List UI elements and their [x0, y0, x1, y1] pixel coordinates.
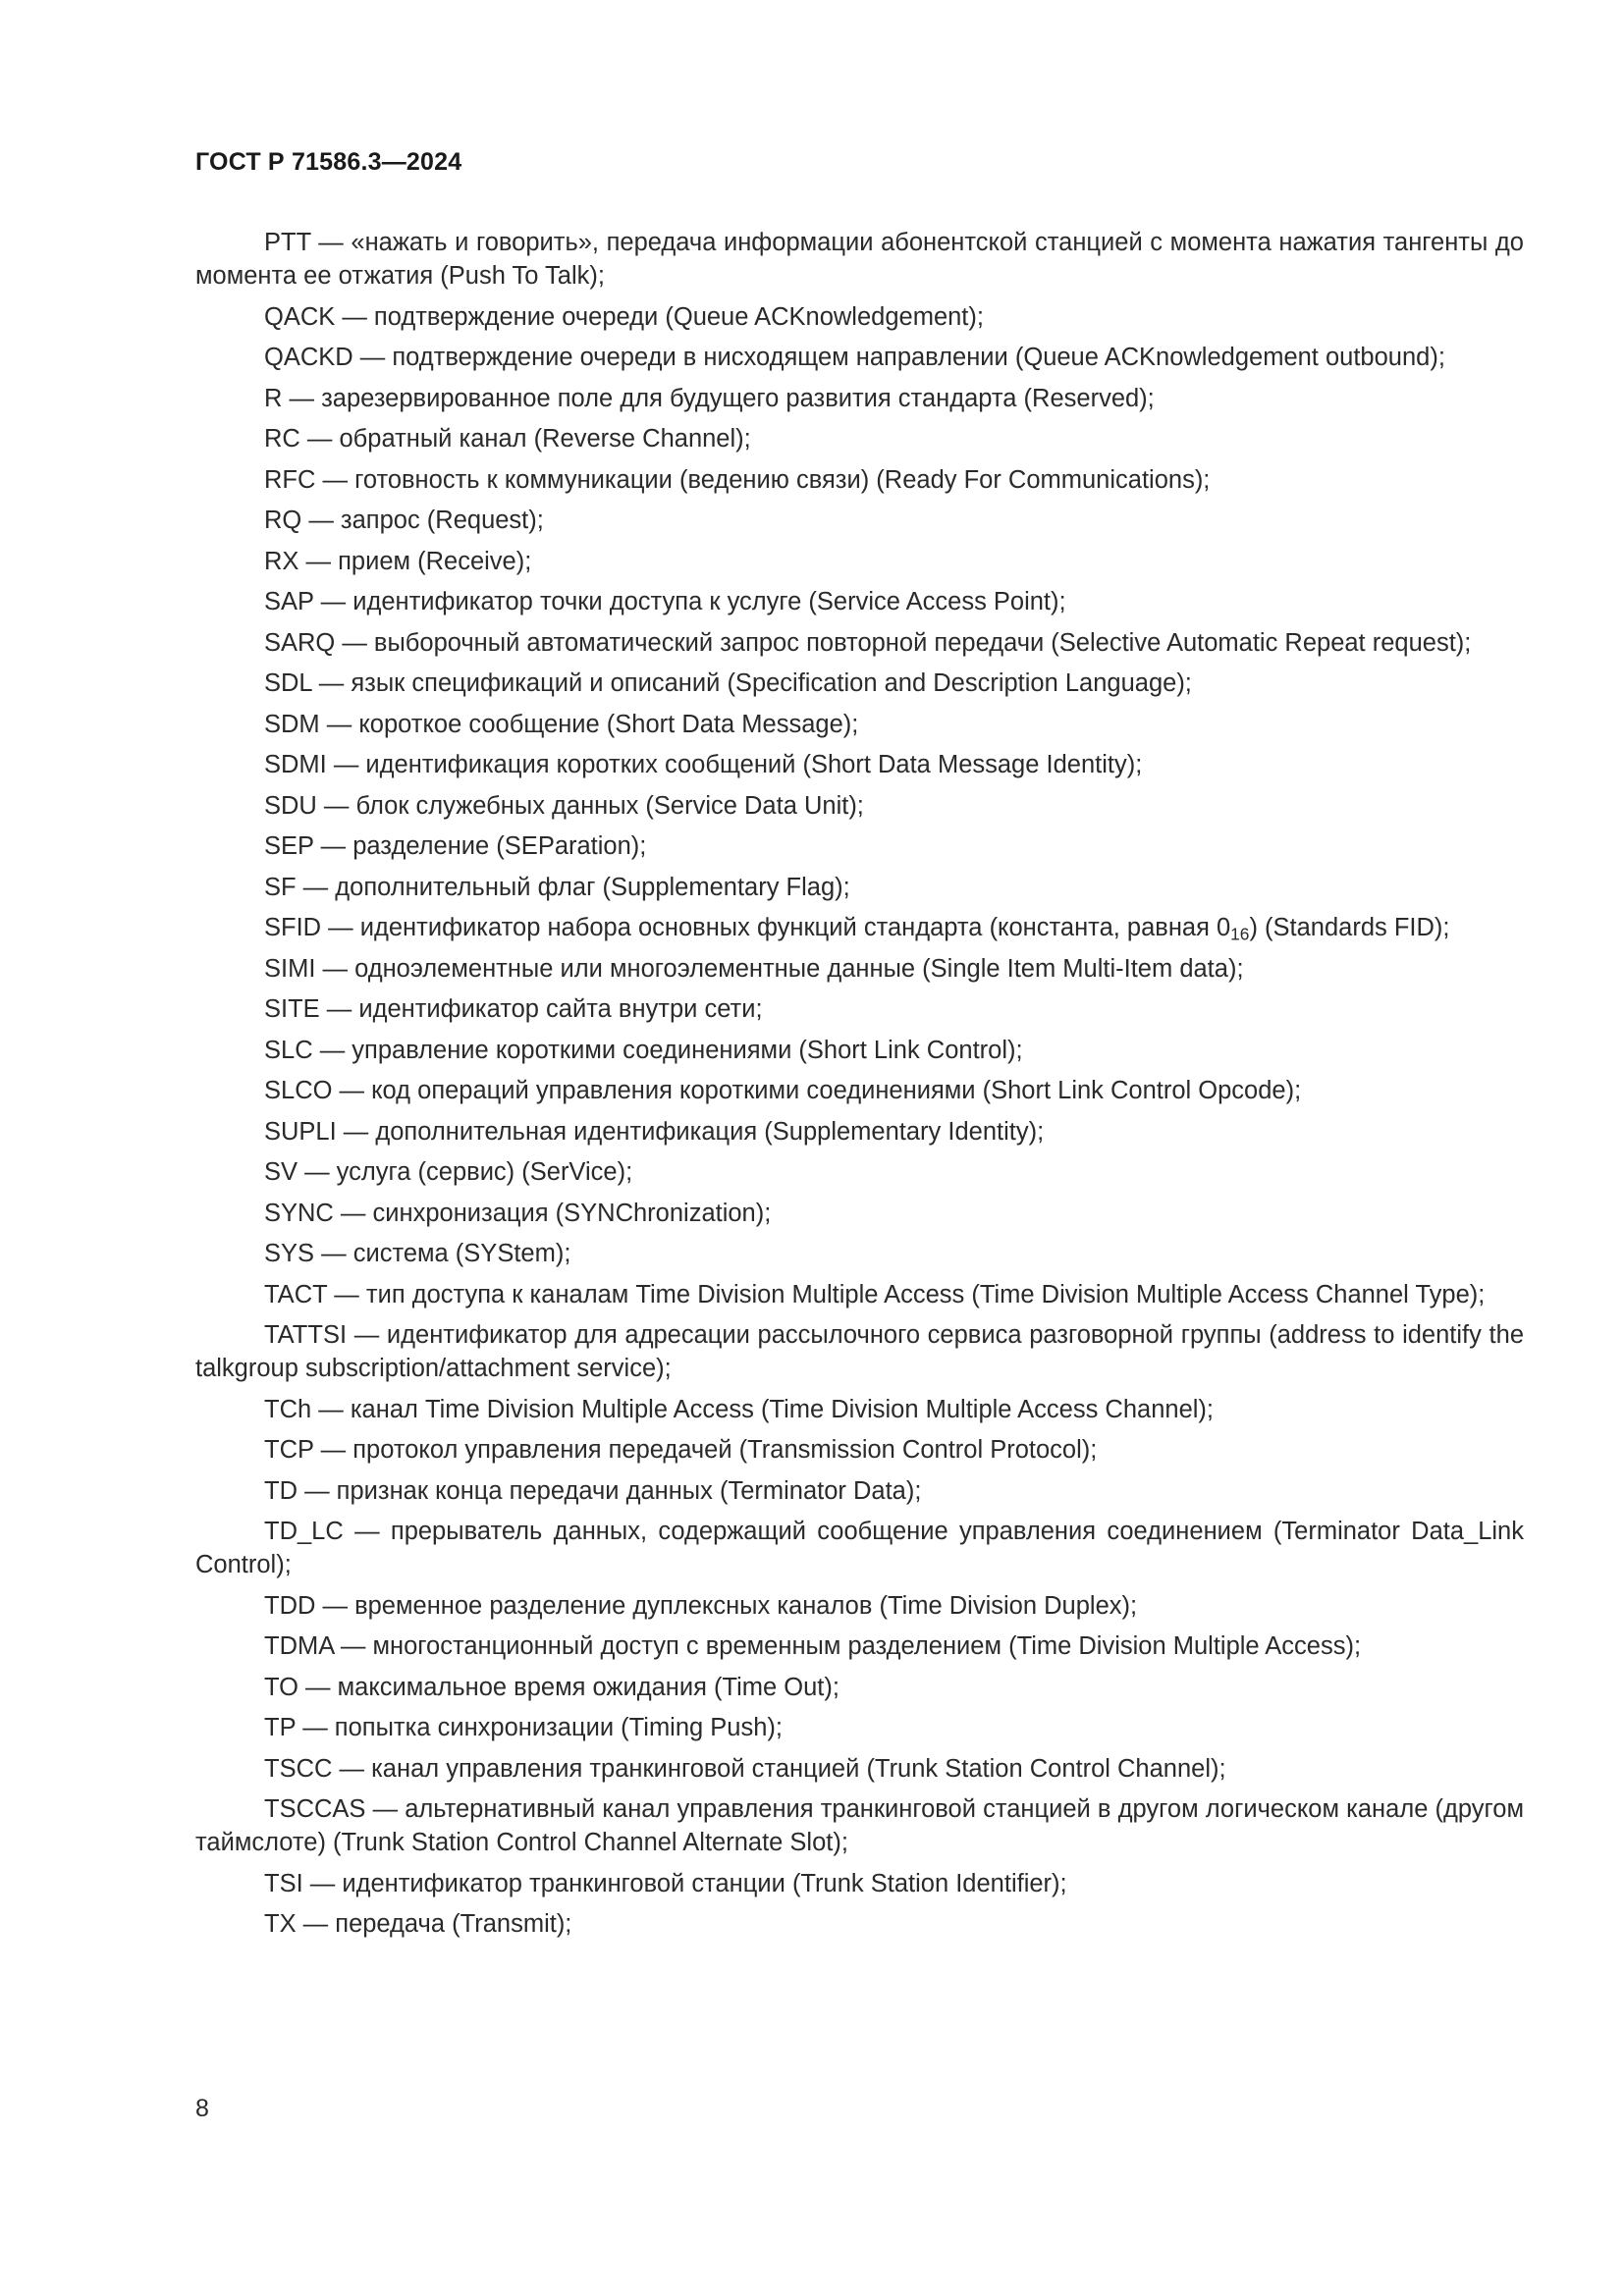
abbreviation-entry: TACT — тип доступа к каналам Time Division Multiple Access (Time Division Multiple Access Channel Type); — [264, 1280, 1486, 1308]
abbreviation-entry: SLC — управление короткими соединениями (Short Link Control); — [264, 1036, 1023, 1064]
abbreviation-entry: SYNC — синхронизация (SYNChronization); — [264, 1199, 772, 1227]
abbreviation-entry: TP — попытка синхронизации (Timing Push); — [264, 1714, 783, 1741]
abbreviation-entry: SV — услуга (сервис) (SerVice); — [264, 1158, 633, 1186]
abbreviation-entry: RC — обратный канал (Reverse Channel); — [264, 425, 751, 453]
abbreviation-entry: TDMA — многостанционный доступ с временным разделением (Time Division Multiple Access); — [264, 1632, 1362, 1660]
abbreviation-entry: SIMI — одноэлементные или многоэлементные данные (Single Item Multi-Item data); — [264, 954, 1244, 983]
abbreviation-entry: TSCC — канал управления транкинговой станцией (Trunk Station Control Channel); — [264, 1754, 1226, 1783]
abbreviation-entry: TCP — протокол управления передачей (Transmission Control Protocol); — [264, 1436, 1098, 1464]
sfid-text-before: SFID — идентификатор набора основных функций стандарта (константа, равная 0 — [264, 914, 1231, 941]
abbreviation-entry: RFC — готовность к коммуникации (ведению связи) (Ready For Communications); — [264, 465, 1211, 494]
abbreviation-entry: TATTSI — идентификатор для адресации рассылочного сервиса разговорной группы (address to identify the talkgroup subscription/attachment service); — [195, 1321, 1524, 1382]
abbreviation-entry: SDMI — идентификация коротких сообщений (Short Data Message Identity); — [264, 751, 1143, 778]
abbreviation-entry: QACK — подтверждение очереди (Queue ACKnowledgement); — [264, 302, 984, 331]
abbreviation-entry: SUPLI — дополнительная идентификация (Supplementary Identity); — [264, 1117, 1045, 1146]
abbreviation-entry: TDD — временное разделение дуплексных каналов (Time Division Duplex); — [264, 1591, 1138, 1620]
abbreviation-entry: RQ — запрос (Request); — [264, 507, 544, 534]
abbreviation-entry: SYS — система (SYStem); — [264, 1240, 571, 1267]
abbreviations-list — [195, 226, 1524, 1949]
abbreviation-entry: QACKD — подтверждение очереди в нисходящем направлении (Queue ACKnowledgement outbound); — [264, 344, 1445, 371]
abbreviation-entry: RX — прием (Receive); — [264, 547, 532, 575]
abbreviation-entry: SEP — разделение (SEParation); — [264, 832, 647, 860]
abbreviation-entry: TD_LC — прерыватель данных, содержащий сообщение управления соединением (Terminator Data_Link Control); — [195, 1518, 1524, 1578]
abbreviation-entry: TD — признак конца передачи данных (Terminator Data); — [264, 1476, 922, 1505]
sfid-text-after: ) (Standards FID); — [1249, 914, 1450, 941]
abbreviation-entry: TSI — идентификатор транкинговой станции (Trunk Station Identifier); — [264, 1869, 1067, 1897]
abbreviation-entry: TCh — канал Time Division Multiple Access (Time Division Multiple Access Channel); — [264, 1395, 1214, 1423]
abbreviation-entry: SAP — идентификатор точки доступа к услуге (Service Access Point); — [264, 588, 1066, 615]
abbreviation-entry: R — зарезервированное поле для будущего развития стандарта (Reserved); — [264, 384, 1155, 412]
page-number: 8 — [195, 2095, 209, 2122]
abbreviation-entry: TX — передача (Transmit); — [264, 1910, 572, 1938]
abbreviation-entry: SDM — короткое сообщение (Short Data Message); — [264, 710, 859, 738]
sfid-subscript: 16 — [1230, 924, 1250, 944]
abbreviation-entry: SITE — идентификатор сайта внутри сети; — [264, 995, 763, 1023]
abbreviation-entry: SARQ — выборочный автоматический запрос повторной передачи (Selective Automatic Repeat request); — [264, 628, 1472, 657]
abbreviation-entry: SDU — блок служебных данных (Service Data Unit); — [264, 791, 864, 820]
abbreviation-entry: TSCCAS — альтернативный канал управления транкинговой станцией в другом логическом канале (другом таймслоте) (Trunk Station Control Channel Alternate Slot); — [195, 1795, 1524, 1856]
abbreviation-entry: SDL — язык спецификаций и описаний (Specification and Description Language); — [264, 669, 1192, 697]
abbreviation-entry: SF — дополнительный флаг (Supplementary Flag); — [264, 873, 850, 901]
document-header: ГОСТ Р 71586.3—2024 — [195, 148, 462, 176]
abbreviation-entry: PTT — «нажать и говорить», передача информации абонентской станцией с момента нажатия тангенты до момента ее отжатия (Push To Talk); — [195, 229, 1524, 290]
abbreviation-entry: TO — максимальное время ожидания (Time Out); — [264, 1673, 839, 1701]
abbreviation-entry: SLCO — код операций управления короткими соединениями (Short Link Control Opcode); — [264, 1077, 1302, 1104]
abbreviation-entry-sfid — [195, 911, 1524, 944]
